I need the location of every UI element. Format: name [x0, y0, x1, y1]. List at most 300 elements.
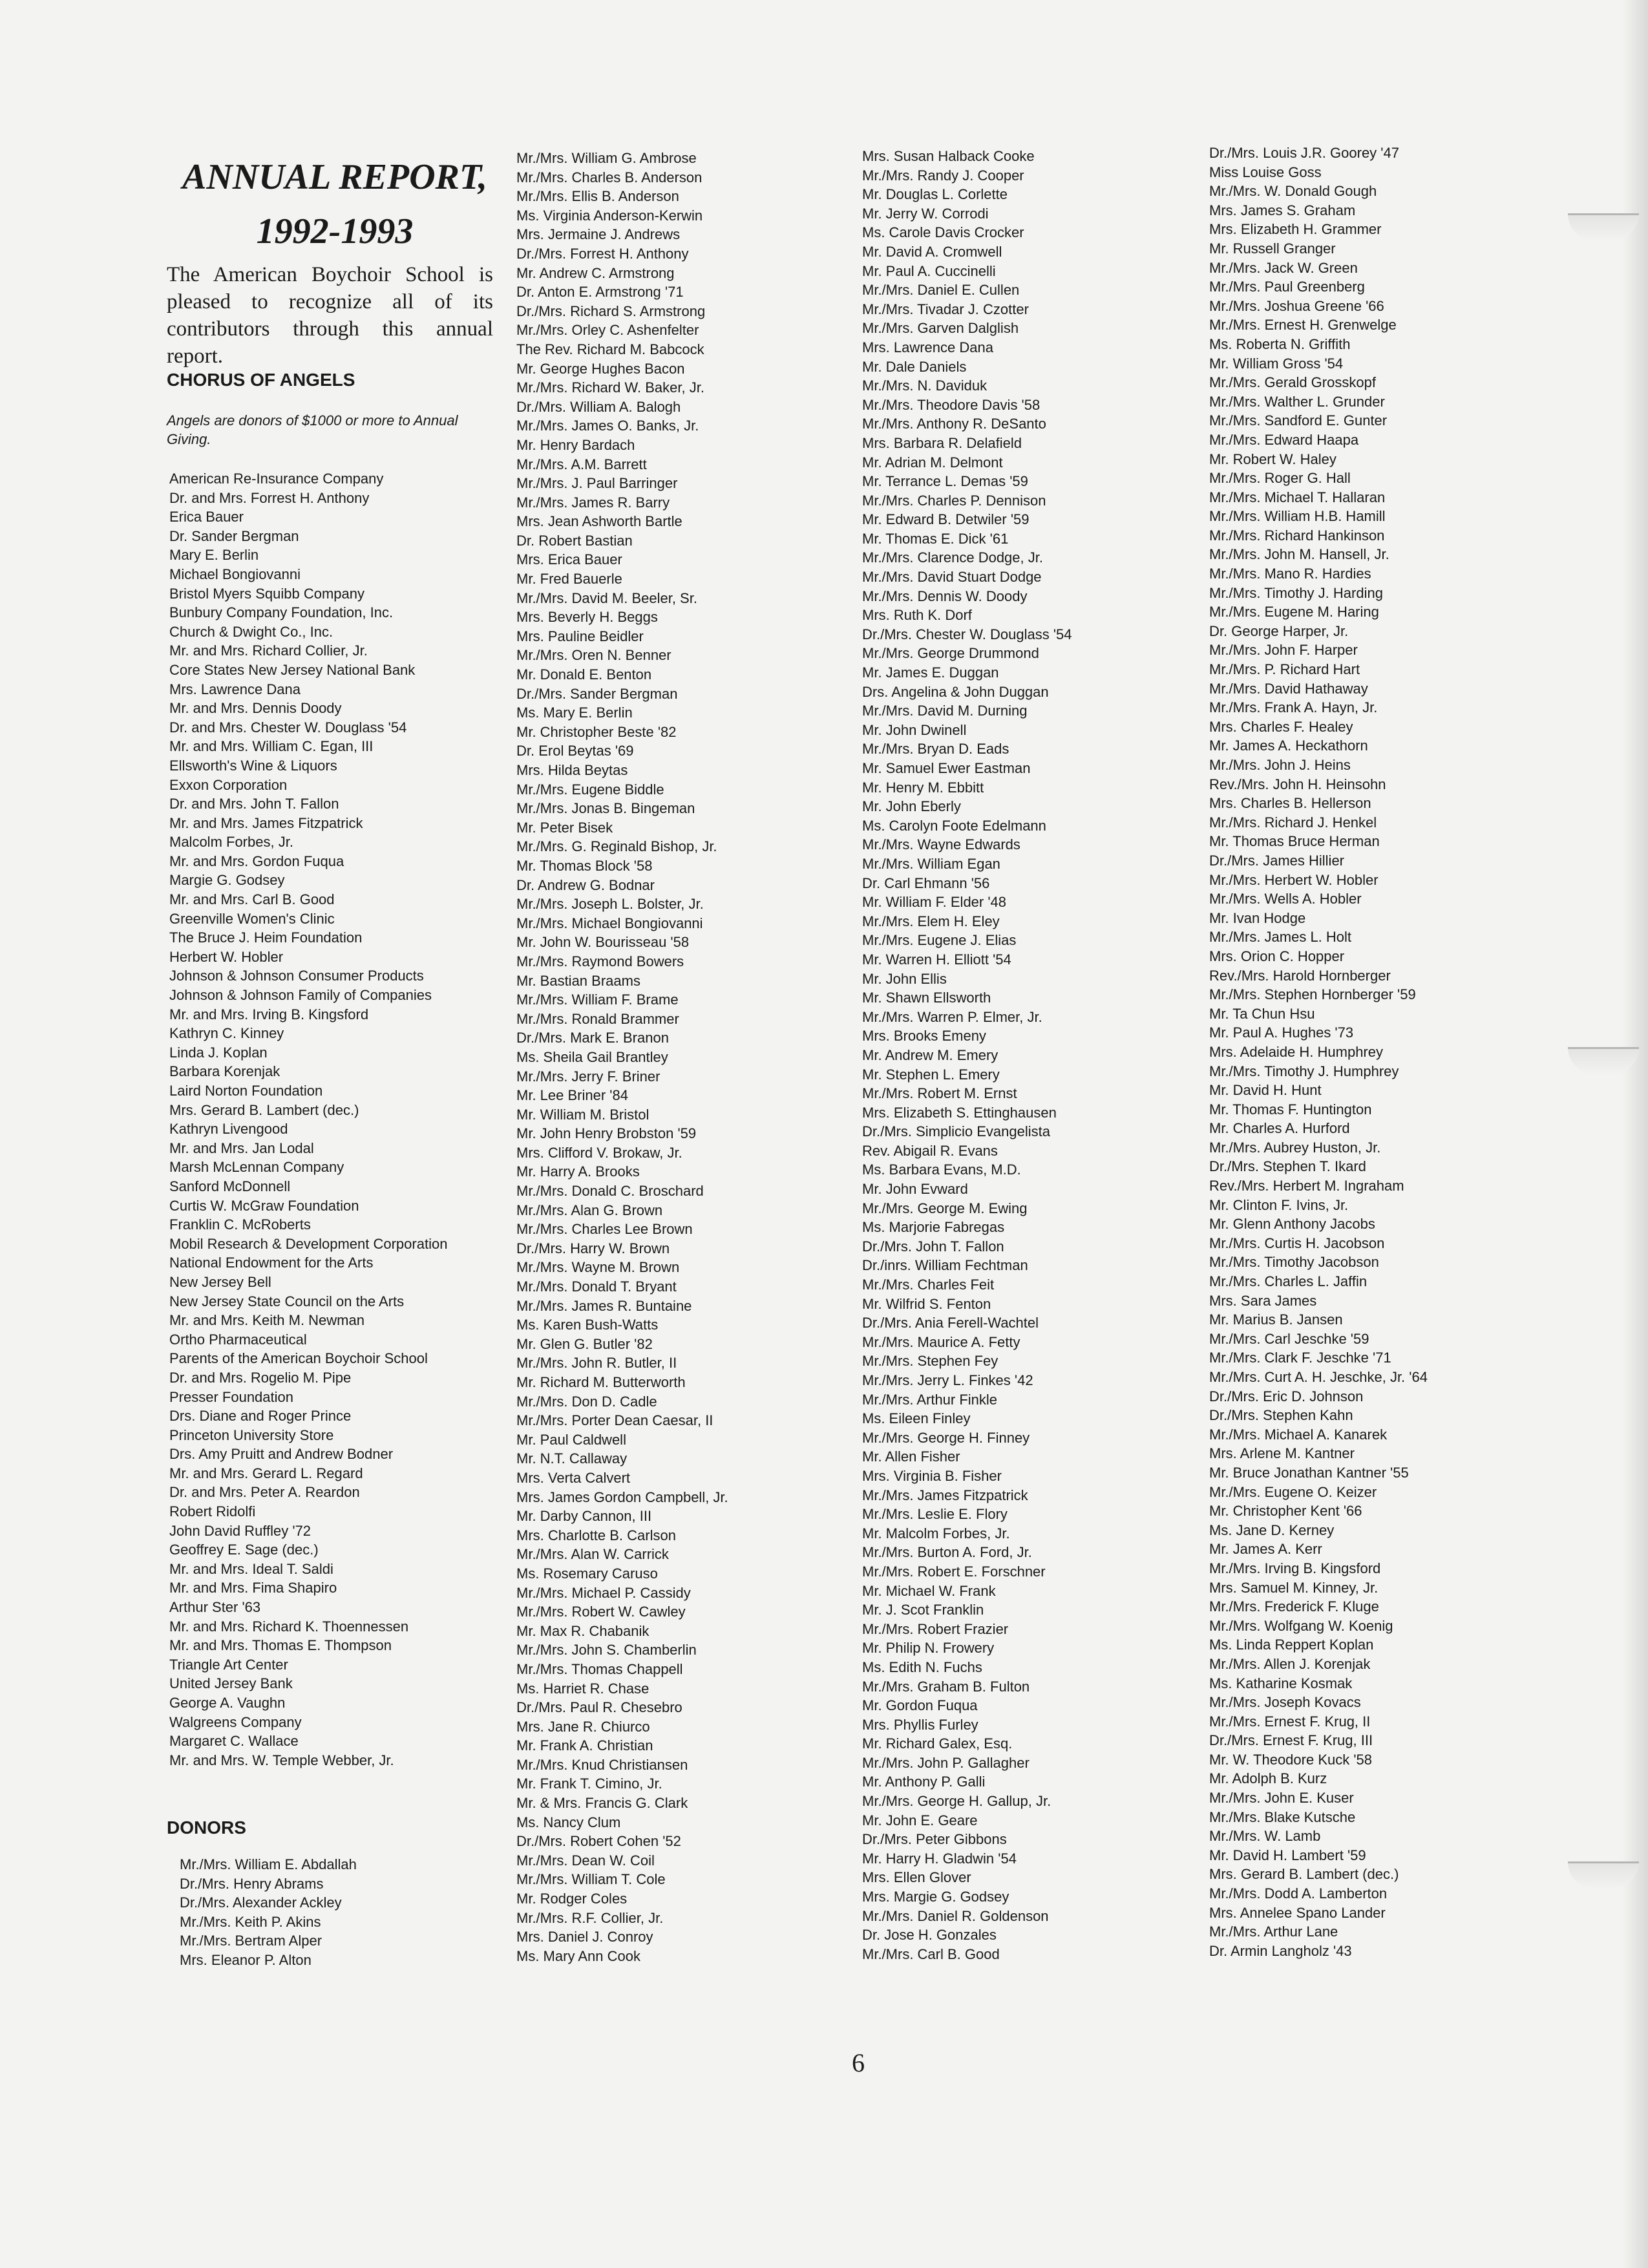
list-item: Mr./Mrs. Charles Lee Brown	[516, 1221, 693, 1238]
list-item: Mr./Mrs. Wells A. Hobler	[1209, 891, 1362, 907]
list-item: Mrs. Daniel J. Conroy	[516, 1929, 653, 1945]
list-item: Mr./Mrs. Timothy J. Humphrey	[1209, 1063, 1399, 1079]
list-item: Mr. and Mrs. Irving B. Kingsford	[169, 1006, 369, 1023]
list-item: Mr./Mrs. Daniel E. Cullen	[862, 282, 1020, 299]
list-item: Mr./Mrs. Michael P. Cassidy	[516, 1584, 691, 1601]
list-item: Mr./Mrs. Paul Greenberg	[1209, 279, 1365, 295]
list-item: Mr. Adolph B. Kurz	[1209, 1770, 1327, 1787]
list-item: Ms. Nancy Clum	[516, 1814, 621, 1830]
list-item: Mr./Mrs. Orley C. Ashenfelter	[516, 322, 699, 339]
list-item: Mr./Mrs. Theodore Davis '58	[862, 396, 1041, 413]
list-item: Dr./Mrs. Ania Ferell-Wachtel	[862, 1315, 1039, 1331]
page-number: 6	[852, 2048, 865, 2077]
list-item: Mrs. Gerard B. Lambert (dec.)	[1209, 1866, 1399, 1883]
list-item: Mr. Lee Briner '84	[516, 1087, 628, 1104]
list-item: Mr. Bastian Braams	[516, 972, 640, 989]
list-item: Dr. and Mrs. Chester W. Douglass '54	[169, 719, 407, 736]
list-item: Mrs. Samuel M. Kinney, Jr.	[1209, 1579, 1379, 1596]
list-item: Mr. Max R. Chabanik	[516, 1622, 650, 1639]
list-item: Mr. James E. Duggan	[862, 664, 999, 681]
list-item: Mr./Mrs. Clark F. Jeschke '71	[1209, 1350, 1391, 1366]
list-item: Mr./Mrs. Herbert W. Hobler	[1209, 871, 1379, 888]
list-item: Mr. William M. Bristol	[516, 1106, 650, 1123]
list-item: Mr./Mrs. George H. Finney	[862, 1429, 1030, 1446]
list-item: Mr./Mrs. Eugene Biddle	[516, 781, 664, 798]
list-item: Dr./Mrs. Robert Cohen '52	[516, 1833, 681, 1850]
chorus-heading: CHORUS OF ANGELS	[167, 370, 355, 390]
list-item: Dr./Mrs. Ernest F. Krug, III	[1209, 1732, 1373, 1749]
list-item: Barbara Korenjak	[169, 1063, 280, 1080]
list-item: Mr. Charles A. Hurford	[1209, 1120, 1350, 1137]
list-item: Mr. and Mrs. Dennis Doody	[169, 700, 342, 717]
list-item: Mr. and Mrs. Gerard L. Regard	[169, 1465, 363, 1481]
list-item: Mr./Mrs. Eugene M. Haring	[1209, 604, 1379, 620]
list-item: Mr./Mrs. Arthur Finkle	[862, 1391, 998, 1408]
list-item: Mr. Warren H. Elliott '54	[862, 951, 1011, 968]
list-item: Mr./Mrs. N. Daviduk	[862, 377, 988, 394]
list-item: Mr./Mrs. James L. Holt	[1209, 929, 1352, 946]
list-item: Mr./Mrs. Oren N. Benner	[516, 647, 671, 664]
list-item: Mr./Mrs. Michael T. Hallaran	[1209, 489, 1386, 505]
list-item: Mr./Mrs. Donald T. Bryant	[516, 1278, 677, 1295]
donor-list-column-4	[1209, 143, 1428, 1960]
list-item: Mrs. Clifford V. Brokaw, Jr.	[516, 1144, 682, 1161]
list-item: Ms. Mary Ann Cook	[516, 1947, 640, 1964]
list-item: Mr. Anthony P. Galli	[862, 1774, 986, 1790]
list-item: Geoffrey E. Sage (dec.)	[169, 1542, 319, 1558]
list-item: Mr./Mrs. Thomas Chappell	[516, 1660, 683, 1677]
list-item: Mr./Mrs. William T. Cole	[516, 1871, 666, 1888]
list-item: Mr./Mrs. Keith P. Akins	[180, 1913, 321, 1930]
list-item: Ortho Pharmaceutical	[169, 1331, 307, 1348]
list-item: Mr./Mrs. William E. Abdallah	[180, 1856, 357, 1872]
list-item: Dr./Mrs. James Hillier	[1209, 852, 1345, 869]
list-item: Mr. John W. Bourisseau '58	[516, 934, 690, 951]
list-item: Mr./Mrs. David Stuart Dodge	[862, 569, 1042, 586]
list-item: Mrs. James S. Graham	[1209, 202, 1356, 218]
list-item: Dr./Mrs. John T. Fallon	[862, 1238, 1004, 1255]
list-item: Mr. Harry H. Gladwin '54	[862, 1850, 1017, 1867]
list-item: Mrs. Gerard B. Lambert (dec.)	[169, 1101, 359, 1118]
list-item: Mr. Ivan Hodge	[1209, 909, 1306, 926]
list-item: Mr. Adrian M. Delmont	[862, 454, 1003, 471]
list-item: Drs. Angelina & John Duggan	[862, 683, 1049, 700]
list-item: Mr./Mrs. W. Lamb	[1209, 1828, 1321, 1845]
list-item: Mr./Mrs. Michael Bongiovanni	[516, 915, 703, 931]
list-item: Dr. and Mrs. Peter A. Reardon	[169, 1484, 360, 1501]
list-item: Mr./Mrs. Alan G. Brown	[516, 1202, 663, 1218]
list-item: Mr. John E. Geare	[862, 1812, 978, 1828]
list-item: Johnson & Johnson Consumer Products	[169, 968, 424, 984]
list-item: Mr. N.T. Callaway	[516, 1450, 628, 1467]
list-item: Dr. and Mrs. Rogelio M. Pipe	[169, 1369, 352, 1386]
list-item: Mr. Terrance L. Demas '59	[862, 473, 1028, 490]
list-item: Mr./Mrs. Porter Dean Caesar, II	[516, 1412, 713, 1429]
list-item: Mr. Rodger Coles	[516, 1891, 628, 1907]
list-item: Mr. Marius B. Jansen	[1209, 1311, 1343, 1328]
list-item: Mr./Mrs. David M. Durning	[862, 703, 1028, 719]
list-item: Mr. Frank A. Christian	[516, 1737, 653, 1754]
list-item: Mr. Samuel Ewer Eastman	[862, 760, 1031, 776]
list-item: Greenville Women's Clinic	[169, 910, 335, 927]
list-item: Ms. Barbara Evans, M.D.	[862, 1161, 1021, 1178]
list-item: Mr./Mrs. Joseph L. Bolster, Jr.	[516, 896, 704, 913]
list-item: Mr./Mrs. Edward Haapa	[1209, 431, 1359, 448]
list-item: Mr./Mrs. Joshua Greene '66	[1209, 297, 1384, 314]
list-item: Parents of the American Boychoir School	[169, 1350, 428, 1367]
list-item: Ms. Roberta N. Griffith	[1209, 335, 1351, 352]
list-item: Presser Foundation	[169, 1388, 293, 1405]
list-item: Mr. Russell Granger	[1209, 240, 1336, 257]
list-item: Mr./Mrs. A.M. Barrett	[516, 456, 647, 472]
list-item: Ellsworth's Wine & Liquors	[169, 757, 337, 774]
list-item: Kathryn C. Kinney	[169, 1025, 284, 1042]
list-item: Mr./Mrs. Carl Jeschke '59	[1209, 1330, 1369, 1347]
list-item: Mrs. Charles F. Healey	[1209, 718, 1353, 735]
list-item: Mr./Mrs. Wolfgang W. Koenig	[1209, 1617, 1393, 1634]
list-item: Mr. Ta Chun Hsu	[1209, 1005, 1315, 1022]
list-item: Mr. Thomas Bruce Herman	[1209, 833, 1380, 850]
list-item: Mr./Mrs. Bryan D. Eads	[862, 741, 1009, 758]
list-item: Mr./Mrs. Robert W. Cawley	[516, 1604, 686, 1620]
list-item: Mr./Mrs. Timothy Jacobson	[1209, 1254, 1379, 1271]
list-item: Mr. James A. Heckathorn	[1209, 737, 1368, 754]
title-line-1: ANNUAL REPORT,	[182, 157, 487, 197]
list-item: Mr./Mrs. Aubrey Huston, Jr.	[1209, 1139, 1381, 1156]
list-item: Mr./Mrs. Maurice A. Fetty	[862, 1333, 1020, 1350]
list-item: Mr. Andrew M. Emery	[862, 1046, 998, 1063]
list-item: Princeton University Store	[169, 1426, 334, 1443]
list-item: Mr. Harry A. Brooks	[516, 1163, 640, 1180]
list-item: Mr./Mrs. James Fitzpatrick	[862, 1487, 1028, 1503]
list-item: Mr./Mrs. Charles L. Jaffin	[1209, 1273, 1368, 1290]
list-item: Herbert W. Hobler	[169, 948, 284, 965]
list-item: Arthur Ster '63	[169, 1599, 261, 1616]
list-item: Mrs. James Gordon Campbell, Jr.	[516, 1489, 728, 1505]
list-item: Mrs. Eleanor P. Alton	[180, 1951, 312, 1968]
list-item: Ms. Rosemary Caruso	[516, 1565, 658, 1582]
list-item: Mr. Frank T. Cimino, Jr.	[516, 1775, 662, 1792]
list-item: Mr. Henry Bardach	[516, 436, 635, 453]
list-item: Mr./Mrs. Richard J. Henkel	[1209, 814, 1377, 831]
list-item: Dr. and Mrs. Forrest H. Anthony	[169, 489, 370, 506]
list-item: Mrs. Brooks Emeny	[862, 1028, 986, 1044]
list-item: Mr./Mrs. Arthur Lane	[1209, 1924, 1338, 1940]
list-item: Mr./Mrs. Knud Christiansen	[516, 1756, 688, 1773]
list-item: Mr./Mrs. Wayne Edwards	[862, 836, 1020, 853]
list-item: Mrs. Erica Bauer	[516, 551, 622, 568]
list-item: Dr. Robert Bastian	[516, 532, 633, 549]
list-item: Mrs. Orion C. Hopper	[1209, 948, 1345, 964]
list-item: Ms. Linda Reppert Koplan	[1209, 1637, 1374, 1653]
list-item: Mr./Mrs. James R. Buntaine	[516, 1297, 692, 1314]
list-item: Mr./Mrs. Eugene J. Elias	[862, 932, 1017, 949]
list-item: Mr./Mrs. Dean W. Coil	[516, 1852, 655, 1869]
list-item: Mr./Mrs. Elem H. Eley	[862, 913, 1000, 929]
list-item: Mr./Mrs. Stephen Fey	[862, 1353, 998, 1370]
list-item: Mr./Mrs. Raymond Bowers	[516, 953, 684, 970]
list-item: Mr. Paul A. Hughes '73	[1209, 1024, 1354, 1041]
list-item: Mr./Mrs. William F. Brame	[516, 991, 679, 1008]
list-item: Mr. Shawn Ellsworth	[862, 990, 991, 1006]
list-item: Mr. John Dwinell	[862, 721, 967, 738]
list-item: Mr. & Mrs. Francis G. Clark	[516, 1795, 688, 1812]
list-item: Miss Louise Goss	[1209, 164, 1322, 180]
list-item: Mr./Mrs. Allen J. Korenjak	[1209, 1655, 1371, 1672]
list-item: Mrs. Jermaine J. Andrews	[516, 226, 681, 243]
list-item: Mrs. Lawrence Dana	[862, 339, 993, 355]
chorus-note: Angels are donors of $1000 or more to Annual Giving.	[167, 412, 458, 447]
list-item: Ms. Jane D. Kerney	[1209, 1521, 1335, 1538]
list-item: Mr./Mrs. John E. Kuser	[1209, 1790, 1354, 1807]
list-item: George A. Vaughn	[169, 1695, 286, 1711]
list-item: Margaret C. Wallace	[169, 1733, 299, 1750]
list-item: Mr./Mrs. David M. Beeler, Sr.	[516, 589, 697, 606]
list-item: Drs. Amy Pruitt and Andrew Bodner	[169, 1446, 394, 1463]
list-item: Mr./Mrs. Richard W. Baker, Jr.	[516, 379, 704, 396]
list-item: Mr./Mrs. William Egan	[862, 855, 1000, 872]
list-item: Mrs. Margie G. Godsey	[862, 1889, 1009, 1905]
list-item: Mrs. Arlene M. Kantner	[1209, 1445, 1355, 1462]
list-item: Michael Bongiovanni	[169, 566, 301, 582]
list-item: Mr./Mrs. Walther L. Grunder	[1209, 393, 1385, 410]
list-item: Mr. Peter Bisek	[516, 819, 613, 836]
list-item: Mr./Mrs. Jerry F. Briner	[516, 1068, 660, 1085]
list-item: Mr. and Mrs. William C. Egan, III	[169, 738, 374, 755]
list-item: Mr./Mrs. Graham B. Fulton	[862, 1678, 1030, 1695]
list-item: Mr./Mrs. P. Richard Hart	[1209, 661, 1360, 678]
list-item: Ms. Virginia Anderson-Kerwin	[516, 207, 703, 224]
list-item: Mr./Mrs. Irving B. Kingsford	[1209, 1560, 1381, 1576]
list-item: Mr. David A. Cromwell	[862, 243, 1002, 260]
list-item: Margie G. Godsey	[169, 872, 285, 889]
list-item: Ms. Marjorie Fabregas	[862, 1219, 1005, 1236]
list-item: Mr. Christopher Kent '66	[1209, 1503, 1362, 1520]
list-item: Dr./Mrs. Stephen T. Ikard	[1209, 1158, 1366, 1175]
list-item: Mr. J. Scot Franklin	[862, 1602, 984, 1618]
list-item: Mr. Philip N. Frowery	[862, 1640, 995, 1657]
list-item: Mr./Mrs. William H.B. Hamill	[1209, 508, 1386, 525]
list-item: Mr./Mrs. Don D. Cadle	[516, 1393, 657, 1410]
list-item: Mobil Research & Development Corporation	[169, 1235, 448, 1252]
list-item: Mr. and Mrs. Jan Lodal	[169, 1139, 314, 1156]
list-item: Curtis W. McGraw Foundation	[169, 1197, 359, 1214]
list-item: Mr./Mrs. Jack W. Green	[1209, 259, 1358, 276]
list-item: Dr. and Mrs. John T. Fallon	[169, 796, 339, 812]
list-item: Dr. Armin Langholz '43	[1209, 1942, 1352, 1959]
list-item: Mrs. Hilda Beytas	[516, 762, 628, 778]
list-item: Linda J. Koplan	[169, 1044, 268, 1061]
list-item: Mr./Mrs. John P. Gallagher	[862, 1754, 1030, 1771]
list-item: Dr. Jose H. Gonzales	[862, 1927, 997, 1944]
list-item: Mrs. Ellen Glover	[862, 1869, 971, 1886]
list-item: Mr./Mrs. Ronald Brammer	[516, 1010, 679, 1027]
list-item: Mr. Gordon Fuqua	[862, 1697, 978, 1714]
list-item: Ms. Mary E. Berlin	[516, 705, 633, 721]
list-item: Mr. and Mrs. Thomas E. Thompson	[169, 1637, 392, 1654]
list-item: Mr. and Mrs. Carl B. Good	[169, 891, 335, 908]
list-item: Mr./Mrs. John S. Chamberlin	[516, 1642, 697, 1659]
list-item: Mrs. Elizabeth H. Grammer	[1209, 221, 1382, 238]
list-item: Mr./Mrs. Dennis W. Doody	[862, 588, 1028, 604]
page-edge-shadow	[1622, 0, 1648, 2268]
list-item: The Rev. Richard M. Babcock	[516, 341, 704, 357]
list-item: Mr. and Mrs. Richard K. Thoennessen	[169, 1618, 409, 1635]
list-item: Mr. Douglas L. Corlette	[862, 186, 1008, 203]
list-item: Dr./Mrs. Sander Bergman	[516, 685, 678, 702]
list-item: Mr. Thomas E. Dick '61	[862, 530, 1009, 547]
list-item: The Bruce J. Heim Foundation	[169, 929, 363, 946]
report-title	[167, 150, 503, 259]
list-item: Mr./Mrs. John R. Butler, II	[516, 1355, 677, 1372]
list-item: Mr./Mrs. James R. Barry	[516, 494, 670, 511]
list-item: Mr. Dale Daniels	[862, 358, 967, 375]
list-item: Mr. Allen Fisher	[862, 1448, 960, 1465]
list-item: Exxon Corporation	[169, 776, 288, 793]
list-item: Mr. Richard M. Butterworth	[516, 1374, 686, 1390]
list-item: Mr./Mrs. Daniel R. Goldenson	[862, 1907, 1049, 1924]
list-item: Mary E. Berlin	[169, 547, 259, 564]
list-item: Mr. William Gross '54	[1209, 355, 1344, 372]
list-item: Mrs. Pauline Beidler	[516, 628, 644, 644]
list-item: Dr./Mrs. Harry W. Brown	[516, 1240, 670, 1256]
list-item: Mr./Mrs. W. Donald Gough	[1209, 183, 1377, 200]
list-item: Ms. Harriet R. Chase	[516, 1680, 650, 1697]
donors-heading: DONORS	[167, 1818, 246, 1838]
list-item: Mr./Mrs. Clarence Dodge, Jr.	[862, 549, 1043, 566]
list-item: Ms. Sheila Gail Brantley	[516, 1048, 668, 1065]
list-item: Mrs. Elizabeth S. Ettinghausen	[862, 1104, 1057, 1121]
list-item: Church & Dwight Co., Inc.	[169, 623, 333, 640]
list-item: Mrs. Charlotte B. Carlson	[516, 1527, 676, 1543]
list-item: Mr./Mrs. George M. Ewing	[862, 1200, 1028, 1216]
list-item: Mr./Mrs. Mano R. Hardies	[1209, 566, 1371, 582]
list-item: Mr./Mrs. Charles Feit	[862, 1277, 995, 1293]
list-item: Mr./Mrs. Ernest F. Krug, II	[1209, 1713, 1371, 1730]
list-item: Mr./Mrs. Sandford E. Gunter	[1209, 412, 1388, 429]
list-item: Mr. Thomas Block '58	[516, 857, 653, 874]
list-item: Mr./Mrs. Eugene O. Keizer	[1209, 1483, 1377, 1500]
list-item: Mr./Mrs. John M. Hansell, Jr.	[1209, 546, 1389, 563]
list-item: Mr./Mrs. Leslie E. Flory	[862, 1506, 1008, 1523]
list-item: Mr. Michael W. Frank	[862, 1582, 996, 1599]
list-item: Mr./Mrs. Stephen Hornberger '59	[1209, 986, 1416, 1003]
list-item: Mr./Mrs. Dodd A. Lamberton	[1209, 1885, 1388, 1902]
list-item: Mr. Paul Caldwell	[516, 1431, 626, 1448]
list-item: Mr. W. Theodore Kuck '58	[1209, 1751, 1373, 1768]
list-item: Mr./Mrs. Donald C. Broschard	[516, 1183, 704, 1200]
list-item: Mr./Mrs. James O. Banks, Jr.	[516, 418, 699, 434]
list-item: Marsh McLennan Company	[169, 1159, 344, 1176]
list-item: Mr./Mrs. Warren P. Elmer, Jr.	[862, 1008, 1042, 1025]
list-item: Dr./Mrs. Louis J.R. Goorey '47	[1209, 145, 1399, 161]
list-item: Mrs. Ruth K. Dorf	[862, 607, 972, 624]
list-item: Mr. John Evward	[862, 1181, 968, 1198]
list-item: Mr./Mrs. Alan W. Carrick	[516, 1546, 669, 1563]
list-item: Mrs. Jane R. Chiurco	[516, 1718, 650, 1735]
list-item: Mr./Mrs. Robert M. Ernst	[862, 1085, 1017, 1102]
list-item: Dr./Mrs. Stephen Kahn	[1209, 1407, 1353, 1424]
list-item: Mr./Mrs. Tivadar J. Czotter	[862, 301, 1029, 317]
list-item: Dr./Mrs. Chester W. Douglass '54	[862, 626, 1072, 642]
list-item: Mr. Richard Galex, Esq.	[862, 1735, 1013, 1752]
list-item: Dr. George Harper, Jr.	[1209, 622, 1349, 639]
list-item: Sanford McDonnell	[169, 1178, 291, 1194]
list-item: Ms. Katharine Kosmak	[1209, 1675, 1353, 1691]
list-item: Mr. George Hughes Bacon	[516, 360, 685, 377]
list-item: Mr. and Mrs. Gordon Fuqua	[169, 853, 344, 869]
list-item: Bunbury Company Foundation, Inc.	[169, 604, 394, 621]
list-item: Kathryn Livengood	[169, 1121, 288, 1138]
list-item: Mr. Donald E. Benton	[516, 666, 652, 683]
list-item: Mr./Mrs. George Drummond	[862, 645, 1039, 662]
list-item: Ms. Edith N. Fuchs	[862, 1659, 982, 1675]
list-item: Rev./Mrs. John H. Heinsohn	[1209, 776, 1386, 792]
list-item: Mr./Mrs. Frank A. Hayn, Jr.	[1209, 699, 1378, 716]
list-item: Mrs. Lawrence Dana	[169, 681, 301, 697]
donor-list-column-1	[180, 1855, 357, 1970]
list-item: Mr. and Mrs. Ideal T. Saldi	[169, 1560, 333, 1577]
list-item: Mr. and Mrs. Fima Shapiro	[169, 1580, 337, 1596]
donor-list-column-2	[516, 149, 728, 1966]
list-item: Dr./Mrs. Peter Gibbons	[862, 1831, 1007, 1848]
list-item: Mr. and Mrs. James Fitzpatrick	[169, 814, 363, 831]
list-item: Mr. David H. Lambert '59	[1209, 1847, 1366, 1863]
list-item: Mr. Stephen L. Emery	[862, 1066, 1000, 1083]
list-item: American Re-Insurance Company	[169, 471, 384, 487]
list-item: Mr./Mrs. Ernest H. Grenwelge	[1209, 317, 1397, 334]
list-item: Dr./inrs. William Fechtman	[862, 1257, 1028, 1274]
list-item: Malcolm Forbes, Jr.	[169, 834, 293, 851]
list-item: Mrs. Susan Halback Cooke	[862, 148, 1035, 164]
list-item: New Jersey State Council on the Arts	[169, 1293, 405, 1309]
list-item: Mr. Thomas F. Huntington	[1209, 1101, 1372, 1118]
list-item: Bristol Myers Squibb Company	[169, 585, 365, 602]
list-item: Mr./Mrs. Joseph Kovacs	[1209, 1694, 1361, 1711]
list-item: Mr. Glenn Anthony Jacobs	[1209, 1216, 1375, 1233]
list-item: Mr./Mrs. Gerald Grosskopf	[1209, 374, 1376, 391]
list-item: National Endowment for the Arts	[169, 1255, 374, 1271]
list-item: Mr. Andrew C. Armstrong	[516, 264, 675, 281]
list-item: Mr. Darby Cannon, III	[516, 1508, 652, 1525]
list-item: Mr. Paul A. Cuccinelli	[862, 262, 996, 279]
list-item: Dr. Andrew G. Bodnar	[516, 876, 655, 893]
list-item: Mr. and Mrs. Richard Collier, Jr.	[169, 642, 368, 659]
list-item: Dr. Sander Bergman	[169, 527, 299, 544]
list-item: Mr./Mrs. Jonas B. Bingeman	[516, 800, 695, 817]
list-item: Mr./Mrs. Randy J. Cooper	[862, 167, 1024, 184]
list-item: Mr. Jerry W. Corrodi	[862, 205, 989, 222]
list-item: Dr./Mrs. Richard S. Armstrong	[516, 302, 706, 319]
list-item: Mr./Mrs. R.F. Collier, Jr.	[516, 1909, 664, 1926]
list-item: New Jersey Bell	[169, 1273, 271, 1290]
list-item: United Jersey Bank	[169, 1675, 293, 1692]
list-item: Mr. Clinton F. Ivins, Jr.	[1209, 1196, 1349, 1213]
list-item: Dr. Anton E. Armstrong '71	[516, 284, 684, 301]
title-line-2: 1992-1993	[256, 211, 414, 251]
list-item: Mr. Christopher Beste '82	[516, 723, 677, 740]
list-item: Dr./Mrs. Simplicio Evangelista	[862, 1123, 1050, 1140]
list-item: Mr./Mrs. J. Paul Barringer	[516, 475, 678, 492]
list-item: Mrs. Barbara R. Delafield	[862, 434, 1022, 451]
list-item: Mr./Mrs. George H. Gallup, Jr.	[862, 1793, 1051, 1810]
list-item: Rev./Mrs. Harold Hornberger	[1209, 967, 1391, 984]
list-item: Dr. Erol Beytas '69	[516, 743, 634, 759]
donor-list-column-3	[862, 147, 1072, 1964]
list-item: Dr./Mrs. Forrest H. Anthony	[516, 245, 689, 262]
list-item: Ms. Eileen Finley	[862, 1410, 971, 1427]
list-item: Dr./Mrs. William A. Balogh	[516, 398, 681, 415]
